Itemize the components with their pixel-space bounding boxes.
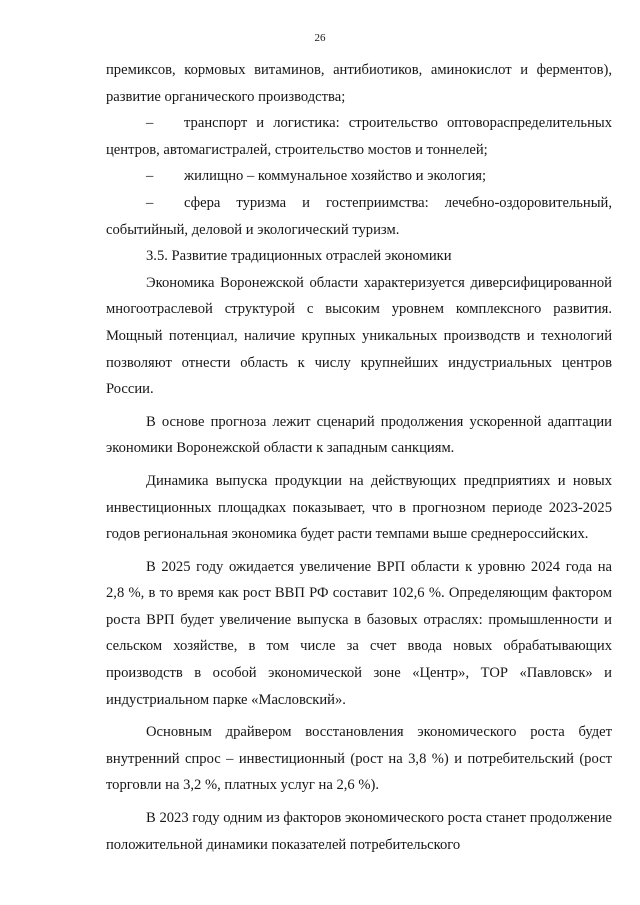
list-dash: – [146,194,154,211]
paragraph-economy-structure: Экономика Воронежской области характеризуется диверсифицированной многоотраслевой структурой с высоким уровнем комплексного развития. Мощный потенциал, наличие крупных уникальных производств и технологий позволяют отнести область к числу крупнейших индустриальных центров России. [106,274,612,398]
list-item-housing [106,163,612,190]
list-dash: – [146,115,154,132]
section-heading: 3.5. Развитие традиционных отраслей экономики [146,248,452,265]
list-item-transport [106,110,612,163]
paragraph-continuation: премиксов, кормовых витаминов, антибиотиков, аминокислот и ферментов), развитие органического производства; [106,62,612,105]
list-item-tourism [106,190,612,243]
list-item-text: жилищно – коммунальное хозяйство и экология; [184,168,487,185]
paragraph-domestic-demand: Основным драйвером восстановления экономического роста будет внутренний спрос – инвестиционный (рост на 3,8 %) и потребительский (рост торговли на 3,2 %, платных услуг на 2,6 %). [106,724,612,794]
list-item-text: сфера туризма и гостеприимства: лечебно-оздоровительный, событийный, деловой и экологический туризм. [106,194,612,238]
paragraph-forecast-scenario: В основе прогноза лежит сценарий продолжения ускоренной адаптации экономики Воронежской области к западным санкциям. [106,413,612,457]
paragraph-consumer-dynamics: В 2023 году одним из факторов экономического роста станет продолжение положительной динамики показателей потребительского [106,810,612,853]
list-item-text: транспорт и логистика: строительство оптовораспределительных центров, автомагистралей, строительство мостов и тоннелей; [106,115,612,158]
list-dash: – [146,168,154,185]
paragraph-grp-growth: В 2025 году ожидается увеличение ВРП области к уровню 2024 года на 2,8 %, в то время как рост ВВП РФ составит 102,6 %. Определяющим фактором роста ВРП будет увеличение выпуска в базовых отраслях: промышленности и сельском хозяйстве, в том числе за счет ввода новых обрабатывающих производств в особой экономической зоне «Центр», ТОР «Павловск» и индустриальном парке «Масловский». [106,558,612,708]
page-number: 26 [314,32,326,44]
document-body [106,57,612,858]
paragraph-output-dynamics: Динамика выпуска продукции на действующих предприятиях и новых инвестиционных площадках показывает, что в прогнозном периоде 2023-2025 годов региональная экономика будет расти темпами выше среднероссийских. [106,472,612,543]
